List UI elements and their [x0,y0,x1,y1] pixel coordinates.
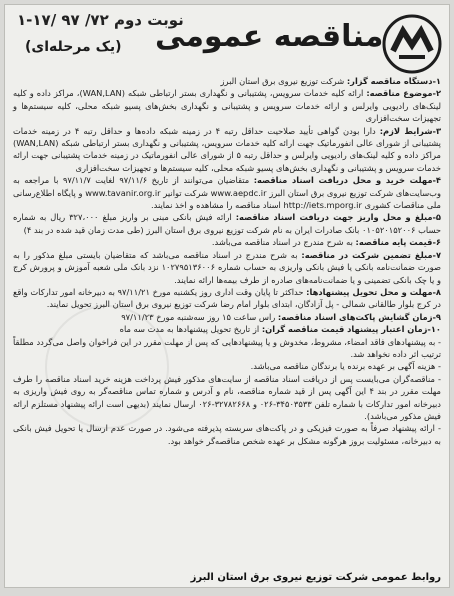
notice-item [13,75,441,87]
notice-item-text: - هزینه آگهی بر عهده برنده یا برندگان مناقصه می‌باشد. [250,361,441,372]
notice-item [13,236,441,248]
notice-item [13,286,441,311]
notice-item-text: - به پیشنهادهای فاقد امضاء، مشروط، مخدوش و یا پیشنهادهایی که پس از مهلت مقرر در این فراخوان واصل می‌گردد مطلقاً ترتیب اثر داده نخواهد شد. [13,336,441,359]
notice-body [13,75,441,565]
notice-item-label: ۳-شرایط لازم: [379,125,442,136]
tavanir-logo-icon [381,13,443,75]
notice-item-text: حداکثر تا پایان وقت اداری روز یکشنبه مورخ ۹۷/۱۱/۲۱ به دبیرخانه امور تدارکات واقع در کرج بلوار طالقانی شمالی - پل آزادگان، ابتدای بلوار امام رضا شرکت توزیع نیروی برق استان البرز تحویل نمایند. [13,286,441,310]
notice-item-label: ۶-قیمت پایه مناقصه: [355,237,441,248]
notice-item-text: شرکت توزیع نیروی برق استان البرز [220,76,345,86]
notice-item-label: ۸-مهلت و محل تحویل پیشنهادها: [306,286,441,297]
notice-item [13,174,441,211]
notice-item-text: ارائه فیش بانکی مبنی بر واریز مبلغ ۳۲۷،۰۰۰ ریال به شماره حساب ۰۱۰۵۲۰۱۵۲۰۰۶ بانک صادرات ایران به نام شرکت توزیع نیروی برق استان البرز (طی مدت زمان قید شده در بند ۴) [13,212,441,235]
notice-item-text: به شرح مندرج در اسناد مناقصه می‌باشد که متقاضیان بایستی مبلغ مذکور را به صورت ضمانت‌نامه بانکی یا فیش بانکی واریزی به حساب شماره ۱۰۲۷۹۵۱۳۶۰۰۶ نزد بانک ملی شعبه آموزش و پرورش کرج و یا چک بانکی تضمینی و یا ضمانت‌نامه‌های صادره از طرف بیمه‌ها ارائه نمایند. [13,249,441,285]
notice-item-text: به شرح مندرج در اسناد مناقصه می‌باشد. [211,237,353,248]
notice-item [13,323,441,335]
notice-item-label: ۴-مهلت خرید و محل دریافت اسناد مناقصه: [253,175,441,186]
notice-item [13,311,441,323]
notice-item [13,87,441,124]
notice-item [13,249,441,286]
notice-item-text: - مناقصه‌گران می‌بایست پس از دریافت اسناد مناقصه از سایت‌های مذکور فیش پرداخت هزینه خرید اسناد مناقصه را طرف مهلت مقرر در بند ۴ این آگهی پس از قید شماره مناقصه، نام و آدرس و شماره تماس مناقصه‌گر به روی فیش واریزی به دبیرخانه امور تدارکات با شماره تلفن ۳۴۵۰۳۵۳۳-۰۲۶ و ۳۲۷۸۲۶۶۸-۰۲۶ ارسال نمایند (بدیهی است ارائه پیشنهاد مستلزم ارائه فیش مذکور می‌باشد). [13,373,441,421]
notice-item-text: راس ساعت ۱۵ روز سه‌شنبه مورخ ۹۷/۱۱/۲۳ [121,311,276,322]
notice-item [13,336,441,361]
notice-item-text: دارا بودن گواهی تأیید صلاحیت حداقل رتبه ۴ در زمینه شبکه داده‌ها و حداقل رتبه ۴ در زمینه خدمات پشتیبانی از شورای عالی انفورماتیک جهت ارائه کلیه خدمات سرویس، پشتیبانی و نگهداری بستر ارتباطی شبکه (WAN,LAN) مراکز داده و کلیه لینک‌های رادیویی وایرلس و حداقل رتبه ۵ از شورای عالی انفورماتیک در زمینه خدمات پشتیبانی جهت ارائه خدمات سرویس و پشتیبانی و نگهداری بخش‌های پسیو شبکه محلی، کلیه سیستم‌ها و تجهیزات سخت‌افزاری [13,125,441,173]
notice-item [13,373,441,423]
notice-item-text: ارائه کلیه خدمات سرویس، پشتیبانی و نگهداری بستر ارتباطی شبکه (WAN,LAN)، مراکز داده و کلیه لینک‌های رادیویی وایرلس و ارائه خدمات سرویس و پشتیبانی و نگهداری بخش‌های پسیو شبکه محلی، کلیه سیستم‌ها و تجهیزات سخت‌افزاری [13,88,441,124]
notice-header [5,5,449,75]
notice-item-label: ۷-مبلغ تضمین شرکت در مناقصه: [301,249,442,260]
notice-item [13,360,441,372]
notice-item [13,125,441,175]
notice-item-label: ۹-زمان گشایش پاکت‌های اسناد مناقصه: [277,311,441,322]
notice-title: مناقصه عمومی [155,19,384,54]
notice-item-text: - ارائه پیشنهاد صرفاً به صورت فیزیکی و در پاکت‌های سربسته پذیرفته می‌شود. در صورت عدم ارسال یا تحویل فیش بانکی به دبیرخانه، مسئولیت بروز هرگونه مشکل بر عهده شخص مناقصه‌گر خواهد بود. [13,423,441,446]
notice-item [13,422,441,447]
notice-item-label: ۱۰-زمان اعتبار پیشنهاد قیمت مناقصه گران: [261,324,441,335]
newspaper-notice [4,4,450,588]
notice-footer: روابط عمومی شرکت توزیع نیروی برق استان البرز [190,572,441,583]
notice-item-text: از تاریخ تحویل پیشنهادها به مدت سه ماه [119,324,260,335]
notice-item-label: ۲-موضوع مناقصه: [366,88,442,99]
notice-code: نوبت دوم ۷۲/ ۹۷ /۱۷-۱ [17,11,184,29]
notice-item-label: ۵-مبلغ و محل واریز جهت دریافت اسناد مناقصه: [235,212,441,223]
notice-phase: (یک مرحله‌ای) [25,39,122,55]
notice-item-text: متقاضیان می‌توانند از تاریخ ۹۷/۱۱/۶ لغایت ۹۷/۱۱/۷ با مراجعه به وب‌سایت‌های شرکت توزیع نیروی برق استان البرز www.aepdc.ir شرکت توانیر www.tavanir.org.ir و پایگاه اطلاع‌رسانی ملی مناقصات کشوری http://iets.mporg.ir اسناد مناقصه را مشاهده و اخذ نمایند. [13,175,441,211]
notice-item [13,211,441,236]
notice-item-label: ۱-دستگاه مناقصه گزار: [346,76,441,86]
